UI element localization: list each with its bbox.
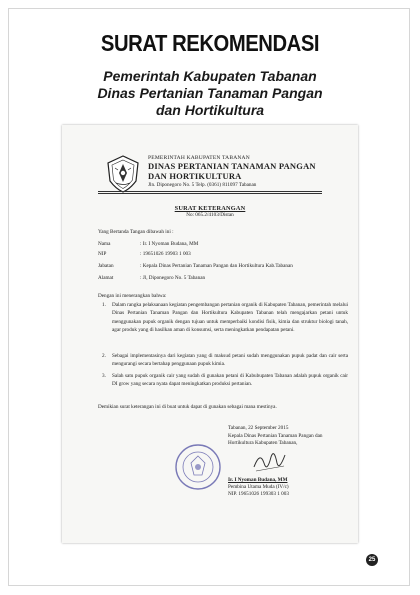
page-title: SURAT REKOMENDASI	[100, 30, 320, 56]
signature-scribble-icon	[250, 449, 290, 475]
field-value: : 19651026 19903 1 003	[140, 251, 191, 257]
letterhead-rule-thin	[98, 193, 322, 194]
subtitle-line-2: Dinas Pertanian Tanaman Pangan	[97, 85, 323, 101]
closing-text: Demikian surat keterangan ini di buat untuk dapat di gunakan sebagai mana mestinya.	[98, 404, 277, 410]
signatory-rank: Pembina Utama Muda (IV/c)	[228, 484, 289, 490]
intro-text: Dengan ini menerangkan bahwa:	[98, 293, 167, 299]
letterhead-line-2: DINAS PERTANIAN TANAMAN PANGAN	[148, 161, 316, 171]
point-text: Sebagai implementasinya dari kegiatan yang di maksud petani sudah menggunakan pupuk padat dan cair serta mengurangi secara bertahap penggunaan pupuk kimia.	[112, 353, 348, 368]
field-label: Alamat	[98, 275, 114, 281]
page-number-badge: 25	[366, 554, 378, 566]
field-label: Nama	[98, 241, 111, 247]
field-value: : Ir. I Nyoman Budana, MM	[140, 241, 199, 247]
field-label: Jabatan	[98, 263, 114, 269]
field-value: : Jl, Diponegoro No. 5 Tabanan	[140, 275, 206, 281]
letterhead-line-3: DAN HORTIKULTURA	[148, 171, 242, 181]
regency-emblem-icon	[106, 155, 140, 193]
signature-position: Kepala Dinas Pertanian Tanaman Pangan dan	[228, 433, 323, 439]
field-value: : Kepala Dinas Pertanian Tanaman Pangan dan Hortikultura Kab.Tabanan	[140, 263, 293, 269]
point-text: Dalam rangka pelaksanaan kegiatan pengembangan pertanian organik di Kabupaten Tabanan, pemerintah melalui Dinas Pertanian Tanaman Pangan dan Hortikultura Kabupaten Tabanan telah mengajarkan petani untuk menggunakan pupuk organik dengan tujuan untuk memperbaiki kondisi fisik, kimia dan struktur biologi tanah, agar produk yang di hasilkan aman di konsumsi, serta meningkatkan pendapatan petani.	[112, 302, 348, 334]
point-number: 2.	[102, 353, 106, 359]
document-title: SURAT KETERANGAN	[174, 205, 246, 212]
signatory-name: Ir. I Nyoman Budana, MM	[228, 477, 288, 483]
letter-scan	[62, 125, 358, 543]
letterhead-line-1: PEMERINTAH KABUPATEN TABANAN	[148, 155, 250, 161]
document-number: No: 065.2/4103/Distan	[186, 212, 234, 218]
subtitle-line-3: dan Hortikultura	[155, 102, 265, 118]
subtitle-line-1: Pemerintah Kabupaten Tabanan	[103, 68, 317, 84]
official-stamp-icon	[174, 443, 222, 491]
opening-text: Yang Bertanda Tangan dibawah ini :	[98, 229, 174, 235]
signatory-nip: NIP. 19651026 199303 1 003	[228, 491, 289, 497]
field-label: NIP	[98, 251, 107, 257]
point-number: 1.	[102, 302, 106, 308]
signature-place-date: Tabanan, 22 September 2015	[228, 425, 289, 431]
letterhead-address: Jln. Diponegoro No. 5 Telp. (0361) 811097 Tabanan	[148, 182, 257, 188]
signature-position: Hortikultura Kabupaten Tabanan,	[228, 440, 298, 446]
point-number: 3.	[102, 373, 106, 379]
letterhead-rule	[98, 191, 322, 192]
point-text: Salah satu pupuk organik cair yang sudah di gunakan petani di Kabubupaten Tabanan adalah pupuk organik cair DI grow yang secara nyata dapat meningkatkan produksi pertanian.	[112, 373, 348, 388]
